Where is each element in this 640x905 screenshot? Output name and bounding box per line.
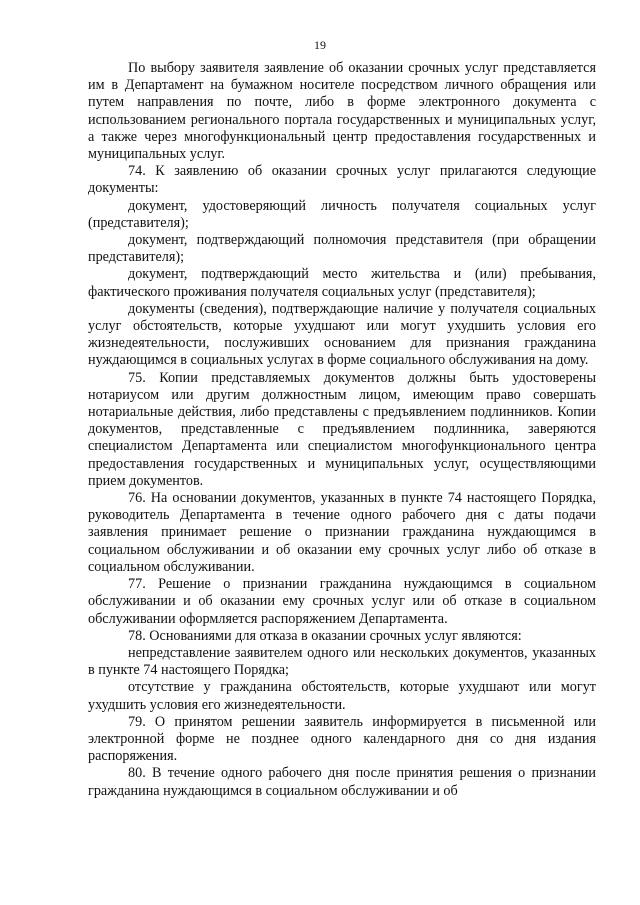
paragraph-authority-document: документ, подтверждающий полномочия представителя (при обращении представителя); <box>88 232 596 266</box>
paragraph-item-74: 74. К заявлению об оказании срочных услуг прилагаются следующие документы: <box>88 163 596 197</box>
paragraph-application-submission: По выбору заявителя заявление об оказании срочных услуг представляется им в Департамент на бумажном носителе посредством личного обращения или путем направления по почте, либо в форме электронного документа с использованием регионального портала государственных и муниципальных услуг, а также через многофункциональный центр предоставления государственных и муниципальных услуг. <box>88 60 596 163</box>
paragraph-item-78: 78. Основаниями для отказа в оказании срочных услуг являются: <box>128 627 522 644</box>
paragraph-item-76: 76. На основании документов, указанных в пункте 74 настоящего Порядка, руководитель Департамента в течение одного рабочего дня с даты подачи заявления принимает решение о признании гражданина нуждающимся в социальном обслуживании и об оказании ему срочных услуг либо об отказе в социальном обслуживании. <box>88 490 596 575</box>
paragraph-item-79: 79. О принятом решении заявитель информируется в письменной или электронной форме не позднее одного календарного дня со дня издания распоряжения. <box>88 713 596 765</box>
paragraph-residence-document: документ, подтверждающий место жительства и (или) пребывания, фактического проживания получателя социальных услуг (представителя); <box>88 266 596 300</box>
paragraph-circumstances-documents: документы (сведения), подтверждающие наличие у получателя социальных услуг обстоятельств, которые ухудшают или могут ухудшить условия его жизнедеятельности, послуживших основанием для признания гражданина нуждающимся в социальных услугах в форме социального обслуживания на дому. <box>88 300 596 369</box>
paragraph-identity-document: документ, удостоверяющий личность получателя социальных услуг (представителя); <box>88 197 596 231</box>
paragraph-item-80: 80. В течение одного рабочего дня после принятия решения о признании гражданина нуждающимся в социальном обслуживании и об <box>88 765 596 799</box>
paragraph-refusal-reason-documents: непредставление заявителем одного или нескольких документов, указанных в пункте 74 настоящего Порядка; <box>88 644 596 679</box>
paragraph-refusal-reason-circumstances: отсутствие у гражданина обстоятельств, которые ухудшают или могут ухудшить условия его жизнедеятельности. <box>88 679 596 713</box>
document-body <box>88 60 596 800</box>
page-number: 19 <box>314 38 326 52</box>
paragraph-item-77: 77. Решение о признании гражданина нуждающимся в социальном обслуживании и об оказании ему срочных услуг или об отказе в социальном обслуживании оформляется распоряжением Департамента. <box>88 576 596 627</box>
paragraph-item-75: 75. Копии представляемых документов должны быть удостоверены нотариусом или другим должностным лицом, имеющим право совершать нотариальные действия, либо представлены с предъявлением подлинников. Копии документов, представленные с предъявлением подлинника, заверяются специалистом Департамента или специалистом многофункционального центра предоставления государственных и муниципальных услуг, осуществляющими прием документов. <box>88 369 596 489</box>
